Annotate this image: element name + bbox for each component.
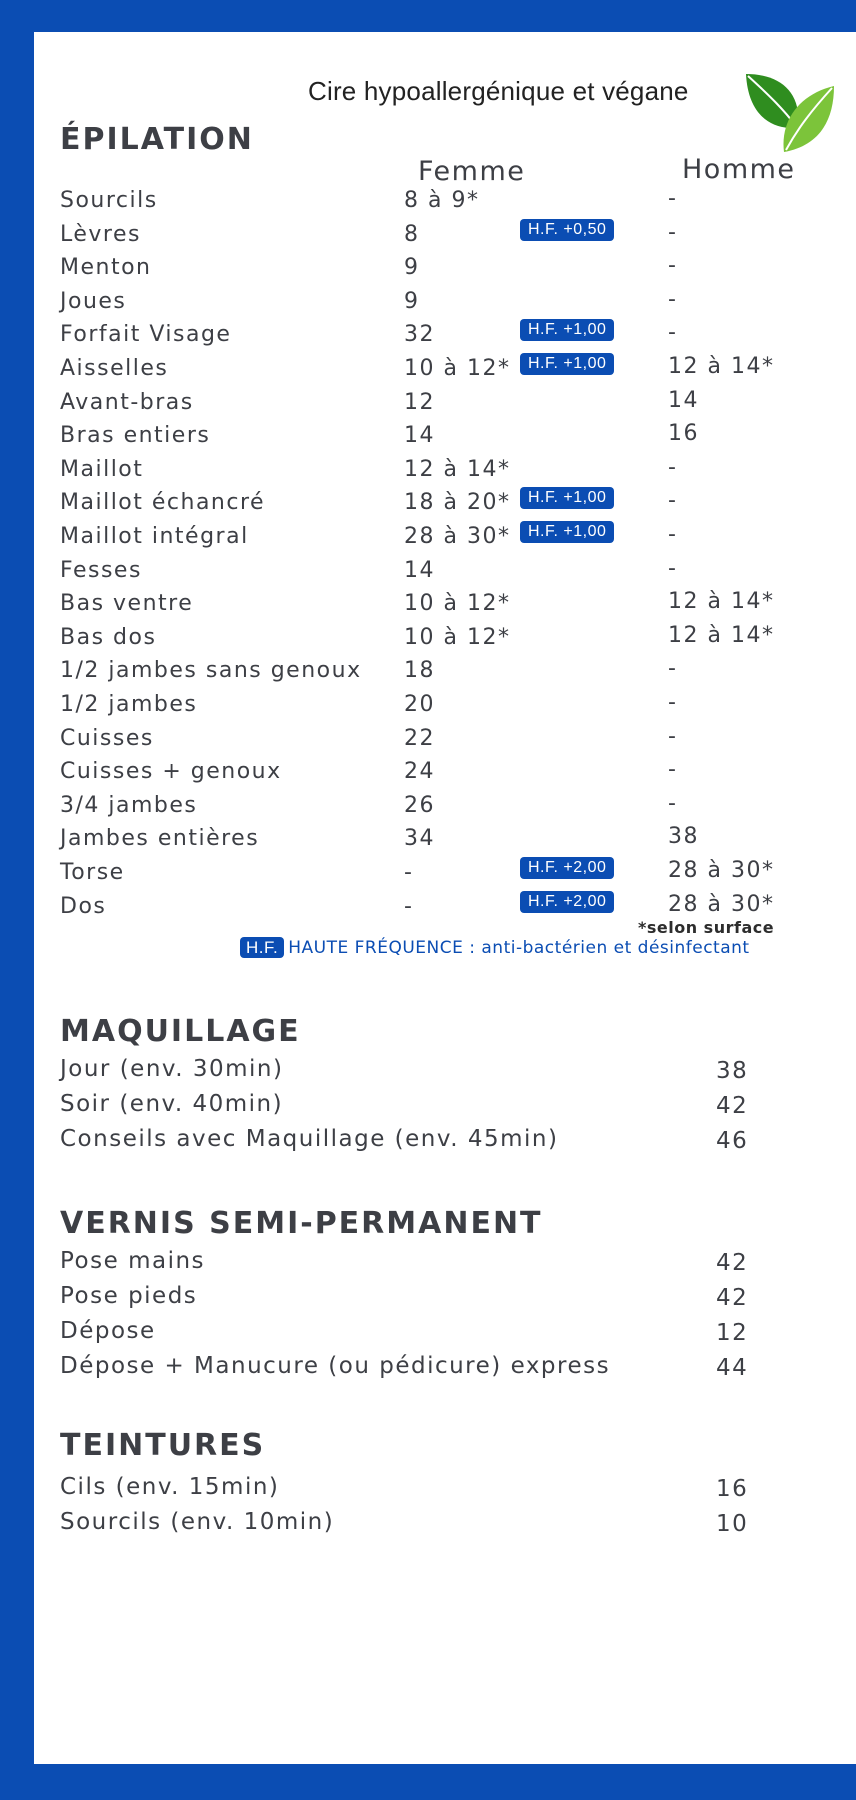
price-femme: 18 à 20* [404,490,511,515]
service-name: Lèvres [60,222,141,247]
epilation-row [0,692,856,724]
epilation-row [0,457,856,489]
epilation-row [0,356,856,388]
epilation-row [0,222,856,254]
maquillage-row [0,1091,856,1125]
note-haute-frequence [240,938,750,958]
price-homme: 16 [668,421,699,446]
service-name: Conseils avec Maquillage (env. 45min) [60,1126,559,1152]
service-price: 46 [716,1128,749,1154]
service-name: Fesses [60,558,142,583]
price-homme: - [668,320,678,345]
price-femme: 9 [404,255,420,280]
column-header-femme: Femme [418,156,526,187]
price-homme: 12 à 14* [668,589,775,614]
epilation-row [0,390,856,422]
price-femme: 28 à 30* [404,524,511,549]
hf-legend-text: HAUTE FRÉQUENCE : anti-bactérien et désinfectant [288,938,750,958]
service-price: 38 [716,1058,749,1084]
service-name: Jambes entières [60,826,260,851]
service-name: Dépose [60,1318,156,1344]
epilation-row [0,793,856,825]
service-name: 1/2 jambes sans genoux [60,658,362,683]
price-femme: 14 [404,423,435,448]
price-homme: 14 [668,388,699,413]
epilation-row [0,558,856,590]
service-name: Jour (env. 30min) [60,1056,284,1082]
hf-supplement-badge: H.F. +1,00 [520,319,614,341]
price-homme: - [668,488,678,513]
service-name: Bas dos [60,625,157,650]
price-femme: - [404,894,414,919]
service-name: Pose mains [60,1248,206,1274]
price-homme: - [668,455,678,480]
service-name: Bras entiers [60,423,211,448]
epilation-row [0,625,856,657]
service-name: 3/4 jambes [60,793,198,818]
service-name: Avant-bras [60,390,194,415]
service-price: 16 [716,1476,749,1502]
service-price: 42 [716,1093,749,1119]
service-price: 10 [716,1511,749,1537]
section-title-teintures: TEINTURES [60,1428,266,1463]
service-name: Bas ventre [60,591,194,616]
price-homme: 28 à 30* [668,892,775,917]
price-homme: 12 à 14* [668,354,775,379]
price-homme: - [668,253,678,278]
epilation-row [0,322,856,354]
service-price: 42 [716,1285,749,1311]
epilation-row [0,826,856,858]
price-femme: 10 à 12* [404,356,511,381]
epilation-row [0,591,856,623]
service-name: Cuisses [60,726,154,751]
price-femme: 24 [404,759,435,784]
service-price: 44 [716,1355,749,1381]
service-name: Dépose + Manucure (ou pédicure) express [60,1353,611,1379]
price-femme: 34 [404,826,435,851]
price-femme: 14 [404,558,435,583]
epilation-row [0,726,856,758]
service-name: Forfait Visage [60,322,232,347]
note-selon-surface: *selon surface [638,918,775,937]
epilation-row [0,423,856,455]
service-name: Cils (env. 15min) [60,1474,280,1500]
price-homme: - [668,287,678,312]
hf-legend-badge: H.F. [240,937,284,958]
service-price: 12 [716,1320,749,1346]
hf-supplement-badge: H.F. +0,50 [520,219,614,241]
service-name: Pose pieds [60,1283,198,1309]
price-femme: 22 [404,726,435,751]
service-name: Aisselles [60,356,169,381]
vernis-row [0,1283,856,1317]
price-femme: 12 à 14* [404,457,511,482]
vegan-wax-tagline: Cire hypoallergénique et végane [308,76,689,106]
hf-supplement-badge: H.F. +2,00 [520,857,614,879]
service-name: Torse [60,860,125,885]
service-name: Soir (env. 40min) [60,1091,284,1117]
hf-supplement-badge: H.F. +1,00 [520,487,614,509]
epilation-row [0,658,856,690]
service-name: Sourcils [60,188,158,213]
service-name: Sourcils (env. 10min) [60,1509,335,1535]
epilation-row [0,759,856,791]
service-price: 42 [716,1250,749,1276]
price-femme: 8 à 9* [404,188,480,213]
price-homme: - [668,724,678,749]
service-name: Menton [60,255,152,280]
maquillage-row [0,1126,856,1160]
section-title-epilation: ÉPILATION [60,122,254,157]
price-femme: 10 à 12* [404,591,511,616]
service-name: 1/2 jambes [60,692,198,717]
price-homme: - [668,791,678,816]
teintures-row [0,1474,856,1508]
price-homme: - [668,690,678,715]
epilation-row [0,524,856,556]
epilation-row [0,188,856,220]
price-femme: 12 [404,390,435,415]
hf-supplement-badge: H.F. +1,00 [520,353,614,375]
service-name: Maillot [60,457,144,482]
hf-supplement-badge: H.F. +1,00 [520,521,614,543]
column-header-homme: Homme [682,154,796,185]
teintures-row [0,1509,856,1543]
price-femme: - [404,860,414,885]
price-femme: 26 [404,793,435,818]
service-name: Joues [60,289,127,314]
price-homme: - [668,556,678,581]
section-title-maquillage: MAQUILLAGE [60,1014,301,1049]
service-name: Maillot échancré [60,490,266,515]
price-homme: - [668,220,678,245]
vernis-row [0,1353,856,1387]
price-homme: 38 [668,824,699,849]
epilation-row [0,289,856,321]
price-femme: 8 [404,222,420,247]
maquillage-row [0,1056,856,1090]
service-name: Cuisses + genoux [60,759,282,784]
service-name: Dos [60,894,107,919]
vernis-row [0,1248,856,1282]
price-homme: - [668,522,678,547]
price-femme: 9 [404,289,420,314]
price-homme: - [668,656,678,681]
price-femme: 18 [404,658,435,683]
price-homme: - [668,186,678,211]
price-femme: 10 à 12* [404,625,511,650]
price-femme: 32 [404,322,435,347]
hf-supplement-badge: H.F. +2,00 [520,891,614,913]
price-homme: 12 à 14* [668,623,775,648]
vernis-row [0,1318,856,1352]
service-name: Maillot intégral [60,524,249,549]
epilation-row [0,490,856,522]
leaf-icon [740,70,836,156]
epilation-row [0,860,856,892]
section-title-vernis: VERNIS SEMI-PERMANENT [60,1206,543,1241]
price-homme: - [668,757,678,782]
epilation-row [0,255,856,287]
price-femme: 20 [404,692,435,717]
price-homme: 28 à 30* [668,858,775,883]
